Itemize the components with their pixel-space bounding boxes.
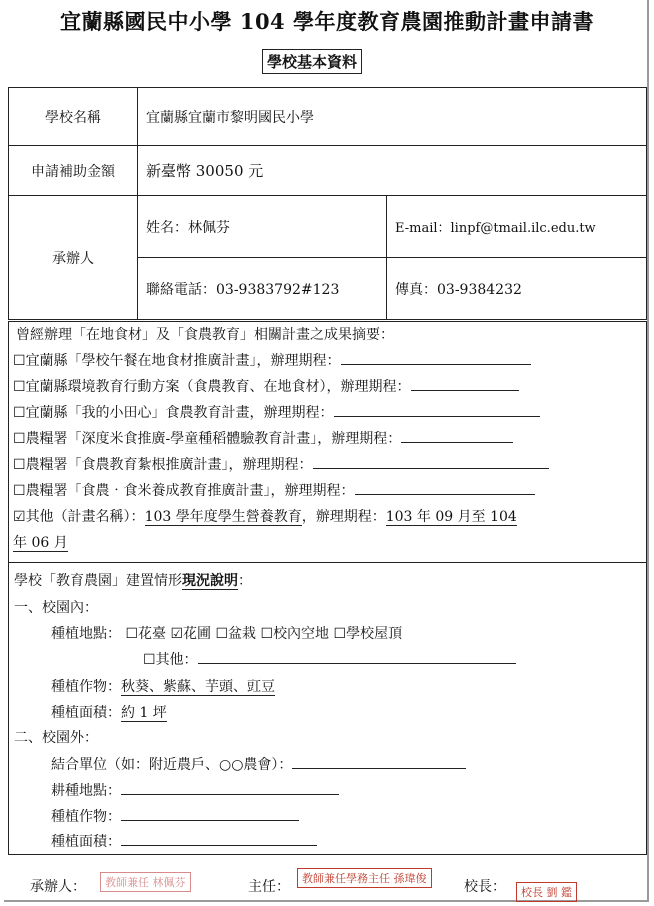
past-plans-section bbox=[8, 321, 647, 563]
garden-section bbox=[8, 562, 647, 855]
checkbox-icon[interactable]: ☐ bbox=[143, 652, 156, 668]
past-plan-item bbox=[13, 480, 535, 500]
handler-name: 姓名：林佩芬 bbox=[138, 196, 387, 258]
other-period-start: 103 年 09 月至 104 bbox=[385, 509, 517, 525]
planting-location-other bbox=[143, 649, 516, 669]
other-period-end: 年 06 月 bbox=[13, 535, 68, 551]
past-plan-label: 宜蘭縣環境教育行動方案（食農教育、在地食材），辦理期程： bbox=[25, 379, 411, 395]
past-plan-label: 宜蘭縣「我的小田心」食農教育計畫，辦理期程： bbox=[25, 405, 334, 421]
checked-checkbox-icon[interactable]: ☑ bbox=[13, 509, 26, 525]
past-plan-item bbox=[13, 428, 513, 448]
director-signature-label: 主任： bbox=[248, 879, 290, 895]
inside-campus-heading: 一、校園內： bbox=[14, 600, 98, 616]
checkbox-icon[interactable]: ☐ bbox=[215, 626, 229, 642]
past-plan-item bbox=[13, 402, 540, 422]
other-prefix: 其他（計畫名稱）： bbox=[25, 509, 145, 525]
crops-label: 種植作物： bbox=[51, 679, 121, 695]
school-name-label: 學校名稱 bbox=[9, 88, 138, 146]
option-label: 其他： bbox=[155, 652, 198, 668]
garden-heading bbox=[14, 570, 252, 590]
outside-crops-row bbox=[51, 806, 299, 826]
outside-crops-label: 種植作物： bbox=[51, 809, 121, 825]
other-plan-name: 103 學年度學生營養教育 bbox=[144, 509, 302, 525]
garden-heading-colon: ： bbox=[238, 573, 252, 589]
past-plan-item bbox=[13, 376, 519, 396]
checked-checkbox-icon[interactable]: ☑ bbox=[170, 626, 184, 642]
past-plan-label: 農糧署「食農教育紮根推廣計畫」，辦理期程： bbox=[25, 457, 313, 473]
checkbox-icon[interactable]: ☐ bbox=[13, 405, 26, 421]
handler-signature-label: 承辦人： bbox=[30, 879, 86, 895]
farm-place-row bbox=[51, 780, 339, 800]
handler-phone: 聯絡電話：03-9383792#123 bbox=[138, 258, 387, 320]
outside-area-label: 種植面積： bbox=[51, 834, 121, 850]
principal-stamp: 校長 劉 鑑 bbox=[516, 882, 577, 902]
funding-value: 新臺幣 30050 元 bbox=[138, 146, 647, 196]
garden-heading-emphasis: 現況說明 bbox=[182, 573, 238, 589]
past-plan-other bbox=[13, 506, 517, 526]
planting-location-label: 種植地點： bbox=[51, 626, 121, 642]
option-label: 學校屋頂 bbox=[346, 626, 403, 642]
basic-info-table bbox=[8, 87, 647, 320]
farm-place-label: 耕種地點： bbox=[51, 783, 121, 799]
handler-stamp: 教師兼任 林佩芬 bbox=[100, 872, 191, 892]
option-label: 花臺 bbox=[138, 626, 167, 642]
principal-signature-label: 校長： bbox=[464, 879, 506, 895]
document-title: 宜蘭縣國民中小學 104 學年度教育農園推動計畫申請書 bbox=[60, 9, 594, 34]
partner-label: 結合單位（如：附近農戶、○○農會）： bbox=[51, 757, 293, 773]
checkbox-icon[interactable]: ☐ bbox=[260, 626, 274, 642]
area-label: 種植面積： bbox=[51, 705, 121, 721]
outside-area-row bbox=[51, 831, 317, 851]
handler-email: E-mail：linpf@tmail.ilc.edu.tw bbox=[387, 196, 647, 258]
checkbox-icon[interactable]: ☐ bbox=[13, 457, 26, 473]
section-subtitle: 學校基本資料 bbox=[262, 49, 362, 74]
option-label: 盆栽 bbox=[228, 626, 257, 642]
handler-label: 承辦人 bbox=[9, 196, 138, 320]
director-stamp: 教師兼任學務主任 孫瑋俊 bbox=[297, 868, 432, 888]
past-plan-item bbox=[13, 350, 639, 370]
past-plans-heading: 曾經辦理「在地食材」及「食農教育」相關計畫之成果摘要： bbox=[16, 327, 394, 343]
school-name-value: 宜蘭縣宜蘭市黎明國民小學 bbox=[138, 88, 647, 146]
option-label: 校內空地 bbox=[273, 626, 330, 642]
checkbox-icon[interactable]: ☐ bbox=[13, 483, 26, 499]
past-plan-label: 農糧署「食農‧食米養成教育推廣計畫」，辦理期程： bbox=[25, 483, 355, 499]
past-plan-other-cont bbox=[13, 532, 68, 552]
area-row bbox=[51, 702, 167, 722]
handler-fax: 傳真：03-9384232 bbox=[387, 258, 647, 320]
funding-label: 申請補助金額 bbox=[9, 146, 138, 196]
area-value: 約 1 坪 bbox=[121, 705, 167, 721]
planting-location-row bbox=[51, 623, 402, 643]
partner-row bbox=[51, 754, 466, 774]
checkbox-icon[interactable]: ☐ bbox=[125, 626, 139, 642]
option-label: 花圃 bbox=[183, 626, 212, 642]
checkbox-icon[interactable]: ☐ bbox=[13, 379, 26, 395]
crops-value: 秋葵、紫蘇、芋頭、豇豆 bbox=[121, 679, 275, 695]
other-period-label: ，辦理期程： bbox=[301, 509, 386, 525]
checkbox-icon[interactable]: ☐ bbox=[333, 626, 347, 642]
past-plan-label: 農糧署「深度米食推廣-學童種稻體驗教育計畫」，辦理期程： bbox=[25, 431, 402, 447]
outside-campus-heading: 二、校園外： bbox=[14, 730, 98, 746]
past-plan-label: 宜蘭縣「學校午餐在地食材推廣計畫」，辦理期程： bbox=[25, 353, 341, 369]
checkbox-icon[interactable]: ☐ bbox=[13, 431, 26, 447]
garden-heading-text: 學校「教育農園」建置情形 bbox=[14, 573, 182, 589]
crops-row bbox=[51, 676, 275, 696]
checkbox-icon[interactable]: ☐ bbox=[13, 353, 26, 369]
past-plan-item bbox=[13, 454, 549, 474]
